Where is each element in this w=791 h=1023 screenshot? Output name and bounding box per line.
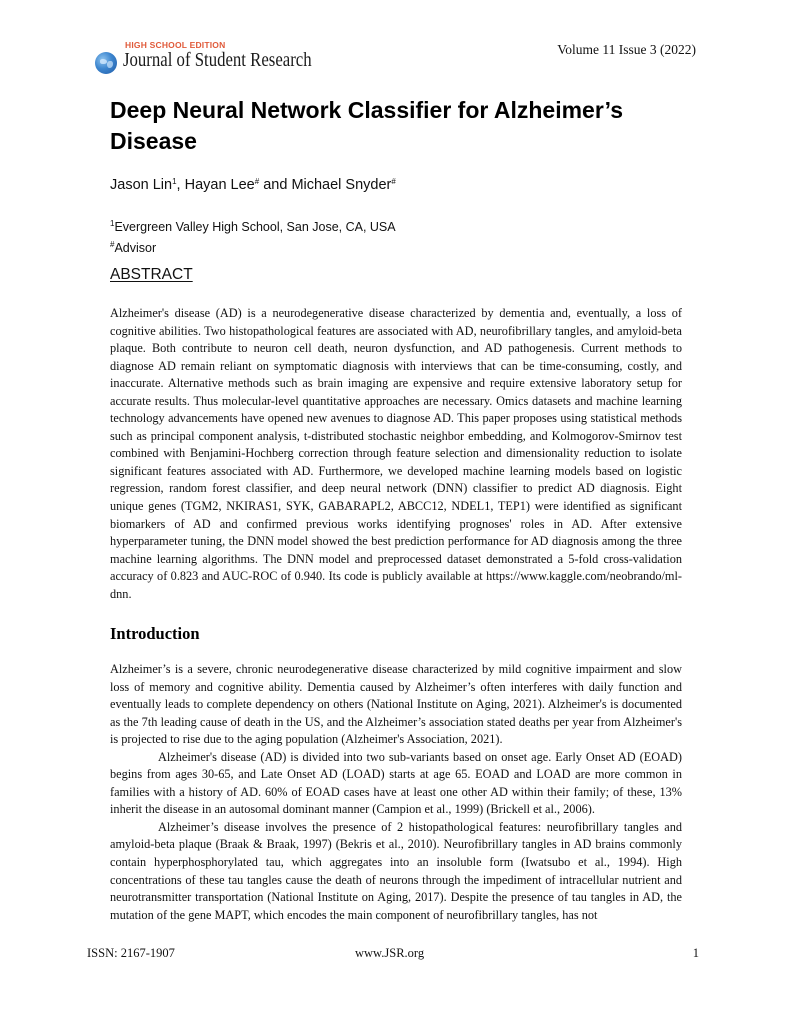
affiliation-mark: 1 <box>110 219 115 228</box>
author-name: Hayan Lee <box>184 177 255 193</box>
author-separator: , <box>176 177 185 193</box>
footer-issn: ISSN: 2167-1907 <box>87 946 175 960</box>
page-number: 1 <box>692 946 699 960</box>
abstract-heading: ABSTRACT <box>110 266 193 283</box>
affiliations <box>110 215 396 257</box>
journal-logo <box>95 40 355 76</box>
affiliation-mark: # <box>110 240 115 249</box>
volume-issue: Volume 11 Issue 3 (2022) <box>557 42 696 57</box>
paragraph: Alzheimer's disease (AD) is divided into two sub-variants based on onset age. Early Onset AD (EOAD) begins from ages 30-65, and Late Onset AD (LOAD) starts at age 65. EOAD and LOAD are more common in families with a history of AD. 60% of EOAD cases have at least one other AD within their family; of these, 13% inherit the disease in an autosomal dominant manner (Campion et al., 1999) (Brickell et al., 2006). <box>110 749 682 817</box>
author-mark: # <box>391 177 396 186</box>
paragraph: Alzheimer’s is a severe, chronic neurodegenerative disease characterized by mild cognitive impairment and slow loss of memory and cognitive ability. Dementia caused by Alzheimer’s often interferes with daily function and eventually leads to complete dependency on others (National Institute on Aging, 2021). Alzheimer's is documented as the 7th leading cause of death in the US, and the Alzheimer’s association stated deaths per year from Alzheimer's is projected to rise due to the aging population (Alzheimer's Association, 2021). <box>110 662 682 747</box>
author-list <box>110 177 396 193</box>
paper-title: Deep Neural Network Classifier for Alzheimer’s Disease <box>110 97 623 154</box>
author-mark: 1 <box>172 177 177 186</box>
globe-icon <box>95 52 117 74</box>
paragraph: Alzheimer’s disease involves the presence of 2 histopathological features: neurofibrillary tangles and amyloid-beta plaque (Braak & Braak, 1997) (Bekris et al., 2010). Neurofibrillary tangles in AD brains commonly contain hyperphosphorylated tau, which aggregates into an insoluble form (Iwatsubo et al., 1994). High concentrations of these tau tangles cause the death of neurons through the impediment of intracellular nutrient and neurotransmitter transportation (National Institute on Aging, 2017). Despite the presence of tau tangles in AD, the mutation of the gene MAPT, which encodes the main component of neurofibrillary tangles, has not <box>110 819 682 922</box>
abstract-text: Alzheimer's disease (AD) is a neurodegenerative disease characterized by dementia and, eventually, a loss of cognitive abilities. Two histopathological features are associated with AD, neurofibrillary tangles, and amyloid-beta plaque. Both contribute to neuron cell death, neuron dysfunction, and AD pathogenesis. Current methods to diagnose AD remain reliant on symptomatic diagnosis with interviews that can be time-consuming, costly, and inaccurate. Alternative methods such as brain imaging are expensive and require extensive laboratory setup for accurate results. Thus molecular-level quantitative approaches are necessary. Omics datasets and machine learning technology advancements have opened new avenues to diagnose AD. This paper proposes using statistical methods such as principal component analysis, t-distributed stochastic neighbor embedding, and Kolmogorov-Smirnov test combined with Benjamini-Hochberg correction through feature selection and dimensionality reduction to isolate significant features associated with AD. Furthermore, we developed machine learning models based on logistic regression, random forest classifier, and deep neural network (DNN) classifier to predict AD diagnosis. Eight unique genes (TGM2, NKIRAS1, SYK, GABARAPL2, ABCC12, NDEL1, TEP1) were identified as significant biomarkers of AD and confirmed previous works identifying prognoses' roles in AD. After extensive hyperparameter tuning, the DNN model showed the best prediction performance for AD diagnosis among the three machine learning algorithms. The DNN model and preprocessed dataset demonstrated a 5-fold cross-validation accuracy of 0.823 and AUC-ROC of 0.940. Its code is publicly available at https://www.kaggle.com/neobrando/ml-dnn. <box>110 306 682 601</box>
logo-edition: HIGH SCHOOL EDITION <box>125 40 226 50</box>
author-name: Michael Snyder <box>291 177 392 193</box>
author-name: Jason Lin <box>110 177 173 193</box>
affiliation-text: Advisor <box>114 241 157 255</box>
author-separator: and <box>259 177 292 193</box>
affiliation-text: Evergreen Valley High School, San Jose, CA, USA <box>114 220 396 234</box>
affiliation-item <box>110 236 396 257</box>
introduction-heading: Introduction <box>110 624 200 643</box>
journal-name: Journal of Student Research <box>123 50 312 71</box>
author-mark: # <box>254 177 260 186</box>
affiliation-item <box>110 215 396 236</box>
introduction-body <box>110 661 682 924</box>
footer-website[interactable]: www.JSR.org <box>355 946 425 960</box>
